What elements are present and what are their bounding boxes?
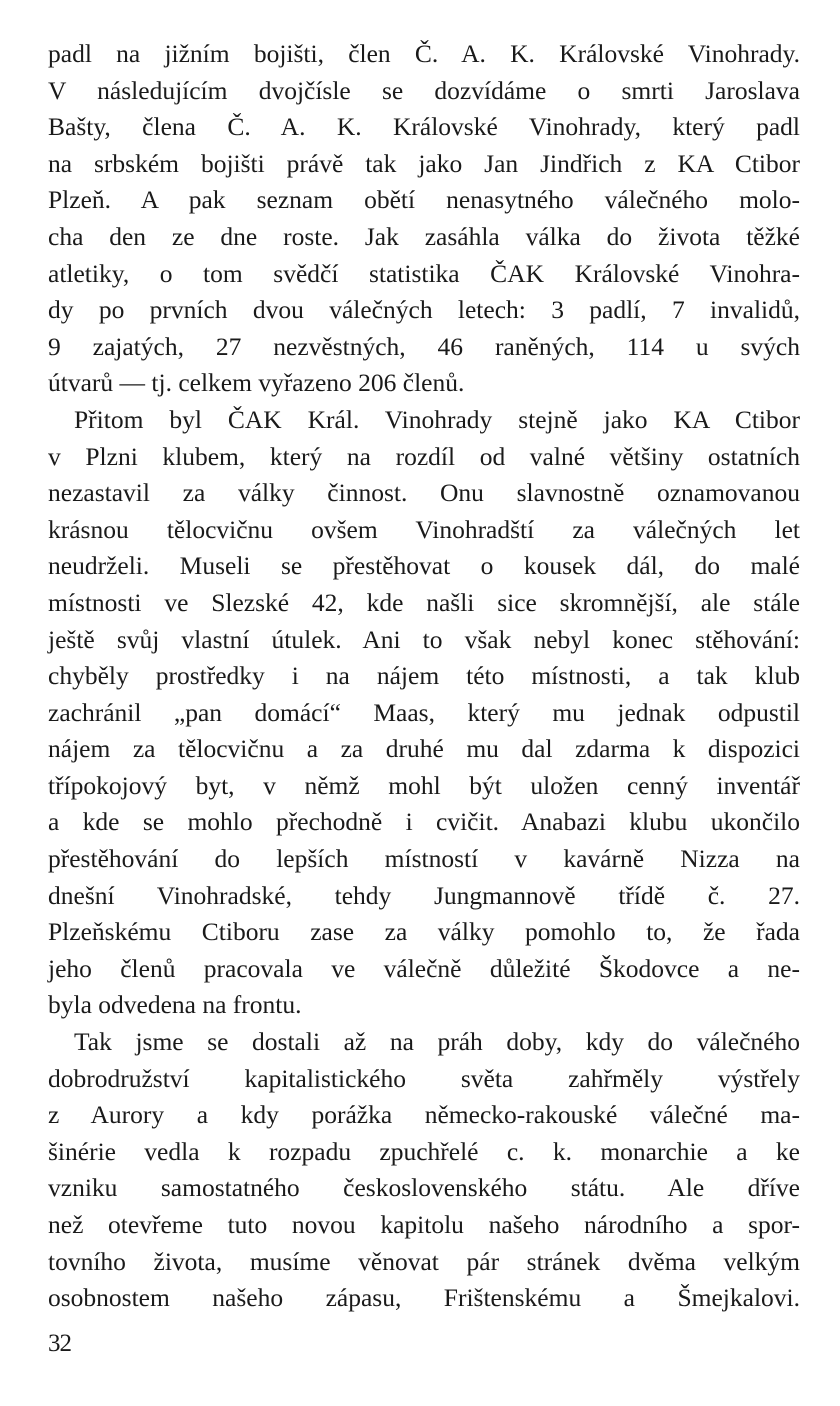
text-line: jeho členů pracovala ve válečně důležité Škodovce a ne- [48,953,800,983]
paragraph-3 [48,1024,800,1317]
text-line: byla odvedena na frontu. [48,990,302,1020]
text-line: přestěhování do lepších místností v kavárně Nizza na [48,844,800,874]
text-line: Bašty, člena Č. A. K. Královské Vinohrady, který padl [48,112,800,142]
text-line: místnosti ve Slezské 42, kde našli sice skromnější, ale stále [48,587,800,617]
paragraph-2 [48,402,800,1024]
text-line: krásnou tělocvičnu ovšem Vinohradští za válečných let [48,514,800,544]
text-line: šinérie vedla k rozpadu zpuchřelé c. k. monarchie a ke [48,1136,800,1166]
text-line: V následujícím dvojčísle se dozvídáme o smrti Jaroslava [48,75,800,105]
text-line: nájem za tělocvičnu a za druhé mu dal zdarma k dispozici [48,734,800,764]
text-line: dobrodružství kapitalistického světa zahřměly výstřely [48,1063,800,1093]
text-line: Tak jsme se dostali až na práh doby, kdy do válečného [74,1027,800,1057]
text-line: dnešní Vinohradské, tehdy Jungmannově třídě č. 27. [48,880,800,910]
text-line: vzniku samostatného československého státu. Ale dříve [48,1173,800,1203]
text-line: osobnostem našeho zápasu, Frištenskému a Šmejkalovi. [48,1283,800,1313]
text-line: tovního života, musíme věnovat pár stránek dvěma velkým [48,1246,800,1276]
text-line: atletiky, o tom svědčí statistika ČAK Královské Vinohra- [48,258,800,288]
text-line: Plzeň. A pak seznam obětí nenasytného válečného molo- [48,185,800,215]
text-line: z Aurory a kdy porážka německo-rakouské válečné ma- [48,1100,800,1130]
text-line: neudrželi. Museli se přestěhovat o kousek dál, do malé [48,551,800,581]
text-line: a kde se mohlo přechodně i cvičit. Anabazi klubu ukončilo [48,807,800,837]
text-line: než otevřeme tuto novou kapitolu našeho národního a spor- [48,1210,800,1239]
text-line: ještě svůj vlastní útulek. Ani to však nebyl konec stěhování: [48,624,800,654]
text-line: padl na jižním bojišti, člen Č. A. K. Královské Vinohrady. [48,39,800,68]
text-line: cha den ze dne roste. Jak zasáhla válka do života těžké [48,221,800,251]
text-line: 9 zajatých, 27 nezvěstných, 46 raněných, 114 u svých [48,331,800,361]
text-line: zachránil „pan domácí“ Maas, který mu jednak odpustil [48,697,800,727]
text-line: Plzeňskému Ctiboru zase za války pomohlo to, že řada [48,917,800,947]
text-line: útvarů — tj. celkem vyřazeno 206 členů. [48,368,465,398]
text-line: třípokojový byt, v němž mohl být uložen cenný inventář [48,770,800,800]
text-line: na srbském bojišti právě tak jako Jan Jindřich z KA Ctibor [48,148,800,178]
text-line: Přitom byl ČAK Král. Vinohrady stejně jako KA Ctibor [74,404,800,434]
text-line: v Plzni klubem, který na rozdíl od valné většiny ostatních [48,441,800,471]
book-page [48,36,800,1317]
text-line: dy po prvních dvou válečných letech: 3 padlí, 7 invalidů, [48,295,800,325]
text-line: chyběly prostředky i na nájem této místnosti, a tak klub [48,661,800,691]
paragraph-1 [48,36,800,402]
page-number: 32 [48,1330,71,1357]
text-line: nezastavil za války činnost. Onu slavnostně oznamovanou [48,478,800,508]
